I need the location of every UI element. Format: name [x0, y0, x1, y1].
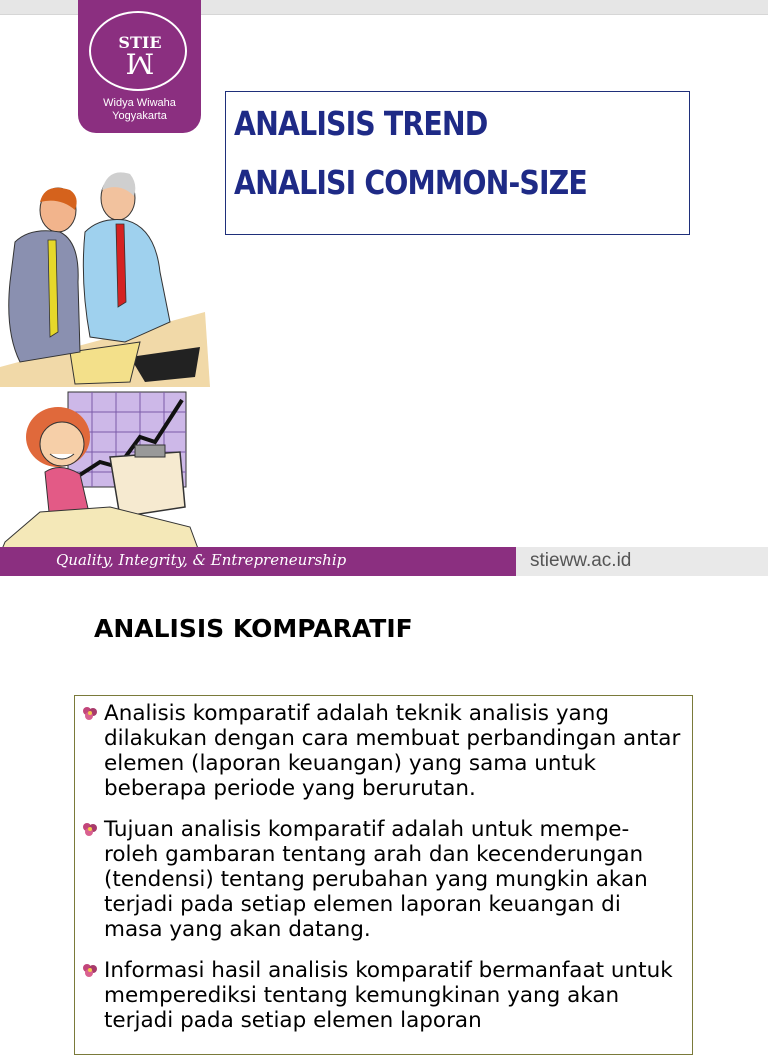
slide-2: [0, 576, 768, 1033]
footer-url: stieww.ac.id: [530, 550, 632, 571]
logo-w-glyph: ꟽ: [125, 48, 155, 81]
title-box: [225, 91, 690, 235]
bullet-text-2: Tujuan analisis komparatif adalah untuk mempe-roleh gambaran tentang arah dan kecenderungan (tendensi) tentang perubahan yang mungkin akan terjadi pada setiap elemen laporan keuangan di masa yang akan datang.: [104, 817, 648, 942]
flower-bullet-icon: [81, 821, 99, 837]
title-line-1: ANALISIS TREND: [234, 104, 488, 143]
flower-bullet-icon: [81, 962, 99, 978]
bullet-item-1: [81, 701, 681, 801]
title-line-2: ANALISI COMMON-SIZE: [234, 163, 587, 202]
business-clipart-image: [0, 162, 215, 554]
slide-heading: ANALISIS KOMPARATIF: [94, 614, 413, 643]
bullet-text-3: Informasi hasil analisis komparatif bermanfaat untuk memperediksi tentang kemungkinan yang akan terjadi pada setiap elemen laporan: [104, 958, 673, 1033]
content-box: [74, 695, 693, 1055]
logo-caption: [78, 97, 201, 123]
bullet-item-2: [81, 817, 681, 942]
footer-tagline: Quality, Integrity, & Entrepreneurship: [56, 551, 347, 569]
logo-mark-text: STIE: [118, 33, 162, 52]
logo-line-1: Widya Wiwaha: [103, 97, 176, 109]
bullet-item-3: [81, 958, 681, 1033]
logo-emblem: [89, 11, 187, 91]
stie-logo: [78, 0, 201, 133]
flower-bullet-icon: [81, 705, 99, 721]
bullet-text-1: Analisis komparatif adalah teknik analisis yang dilakukan dengan cara membuat perbandingan antar elemen (laporan keuangan) yang sama untuk beberapa periode yang berurutan.: [104, 701, 681, 801]
logo-line-2: Yogyakarta: [112, 110, 167, 122]
